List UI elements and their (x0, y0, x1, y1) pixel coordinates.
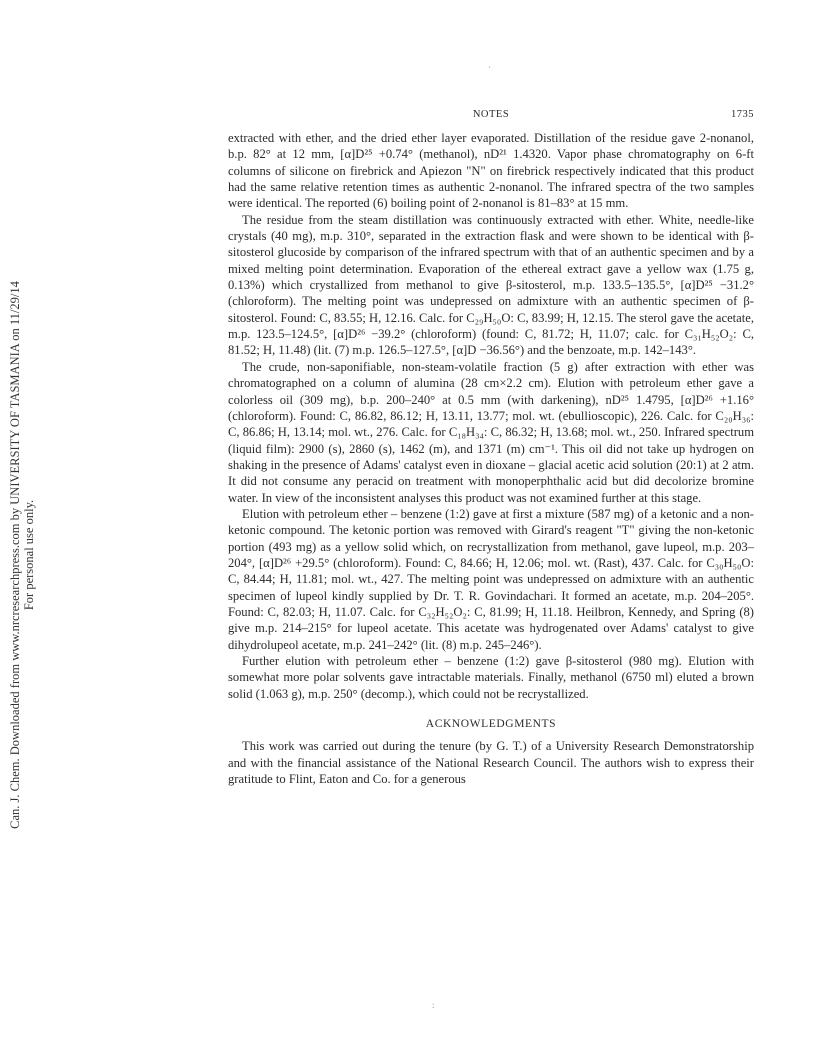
running-title: NOTES (472, 109, 510, 120)
page-header (228, 109, 754, 123)
paragraph-4: Elution with petroleum ether – benzene (1:2) gave at first a mixture (587 mg) of a ketonic and a non-ketonic compound. The ketonic portion was removed with Girard's reagent "T" giving the non-ketonic portion (493 mg) as a yellow solid which, on recrystallization from methanol, gave lupeol, m.p. 203–204°, [α]D²⁶ +29.5° (chloroform). Found: C, 84.66; H, 12.06; mol. wt. (Rast), 437. Calc. for C₃₀H₅₀O: C, 84.44; H, 11.81; mol. wt., 427. The melting point was undepressed on admixture with an authentic specimen of lupeol kindly supplied by Dr. T. R. Govindachari. It formed an acetate, m.p. 204–205°. Found: C, 82.03; H, 11.07. Calc. for C₃₂H₅₂O₂: C, 81.99; H, 11.18. Heilbron, Kennedy, and Spring (8) give m.p. 214–215° for lupeol acetate. This acetate was hydrogenated over Adams' catalyst to give dihydrolupeol acetate, m.p. 241–242° (lit. (8) m.p. 245–246°). (228, 506, 754, 652)
watermark-line-2: For personal use only. (22, 499, 36, 611)
acknowledgments-text: This work was carried out during the tenure (by G. T.) of a University Research Demonstratorship and with the financial assistance of the National Research Council. The authors wish to express their gratitude to Flint, Eaton and Co. for a generous (228, 739, 754, 787)
paragraph-3: The crude, non-saponifiable, non-steam-volatile fraction (5 g) after extraction with ether was chromatographed on a column of alumina (28 cm×2.2 cm). Elution with petroleum ether gave a colorless oil (309 mg), b.p. 200–240° at 0.5 mm (with darkening), nD²⁵ 1.4795, [α]D²⁶ +1.16° (chloroform). Found: C, 86.82, 86.12; H, 13.11, 13.77; mol. wt. (ebullioscopic), 226. Calc. for C₂₀H₃₆: C, 86.86; H, 13.14; mol. wt., 276. Calc. for C₁₈H₃₄: C, 86.32; H, 13.68; mol. wt., 250. Infrared spectrum (liquid film): 2900 (s), 2860 (s), 1462 (m), and 1371 (m) cm⁻¹. This oil did not take up hydrogen on shaking in the presence of Adams' catalyst even in dioxane – glacial acetic acid solution (20:1) at 2 atm. It did not consume any peracid on treatment with monoperphthalic acid but did decolorize bromine water. In view of the inconsistent analyses this product was not examined further at this stage. (228, 359, 754, 505)
article-body (228, 130, 754, 787)
acknowledgments-heading: ACKNOWLEDGMENTS (425, 718, 557, 731)
paragraph-5: Further elution with petroleum ether – benzene (1:2) gave β-sitosterol (980 mg). Elution with somewhat more polar solvents gave intractable materials. Finally, methanol (6750 ml) eluted a brown solid (1.063 g), m.p. 250° (decomp.), which could not be recrystallized. (228, 654, 754, 701)
scan-speck: · (488, 62, 491, 72)
scan-speck: : (432, 1000, 435, 1010)
page-number: 1735 (731, 109, 754, 120)
watermark-line-1: Can. J. Chem. Downloaded from www.nrcresearchpress.com by UNIVERSITY OF TASMANIA on 11/29/14 (8, 281, 22, 829)
download-watermark (8, 205, 36, 905)
paragraph-1: extracted with ether, and the dried ether layer evaporated. Distillation of the residue gave 2-nonanol, b.p. 82° at 12 mm, [α]D²⁵ +0.74° (methanol), nD²¹ 1.4320. Vapor phase chromatography on 6-ft columns of silicone on firebrick and Apiezon "N" on firebrick respectively indicated that this product had the same relative retention times as authentic 2-nonanol. The infrared spectra of the two samples were identical. The reported (6) boiling point of 2-nonanol is 81–83° at 15 mm. (228, 131, 754, 211)
paragraph-2: The residue from the steam distillation was continuously extracted with ether. White, needle-like crystals (40 mg), m.p. 310°, separated in the extraction flask and were shown to be identical with β-sitosterol glucoside by comparison of the infrared spectrum with that of an authentic specimen and by a mixed melting point determination. Evaporation of the ethereal extract gave a yellow wax (1.75 g, 0.13%) which crystallized from methanol to give β-sitosterol, m.p. 133.5–135.5°, [α]D²⁵ −31.2° (chloroform). The melting point was undepressed on admixture with an authentic specimen of β-sitosterol. Found: C, 83.55; H, 12.16. Calc. for C₂₉H₅₀O: C, 83.99; H, 12.15. The sterol gave the acetate, m.p. 123.5–124.5°, [α]D²⁶ −39.2° (chloroform) (found: C, 81.72; H, 11.07; calc. for C₃₁H₅₂O₂: C, 81.52; H, 11.48) (lit. (7) m.p. 126.5–127.5°, [α]D −36.56°) and the benzoate, m.p. 142–143°. (228, 212, 754, 358)
